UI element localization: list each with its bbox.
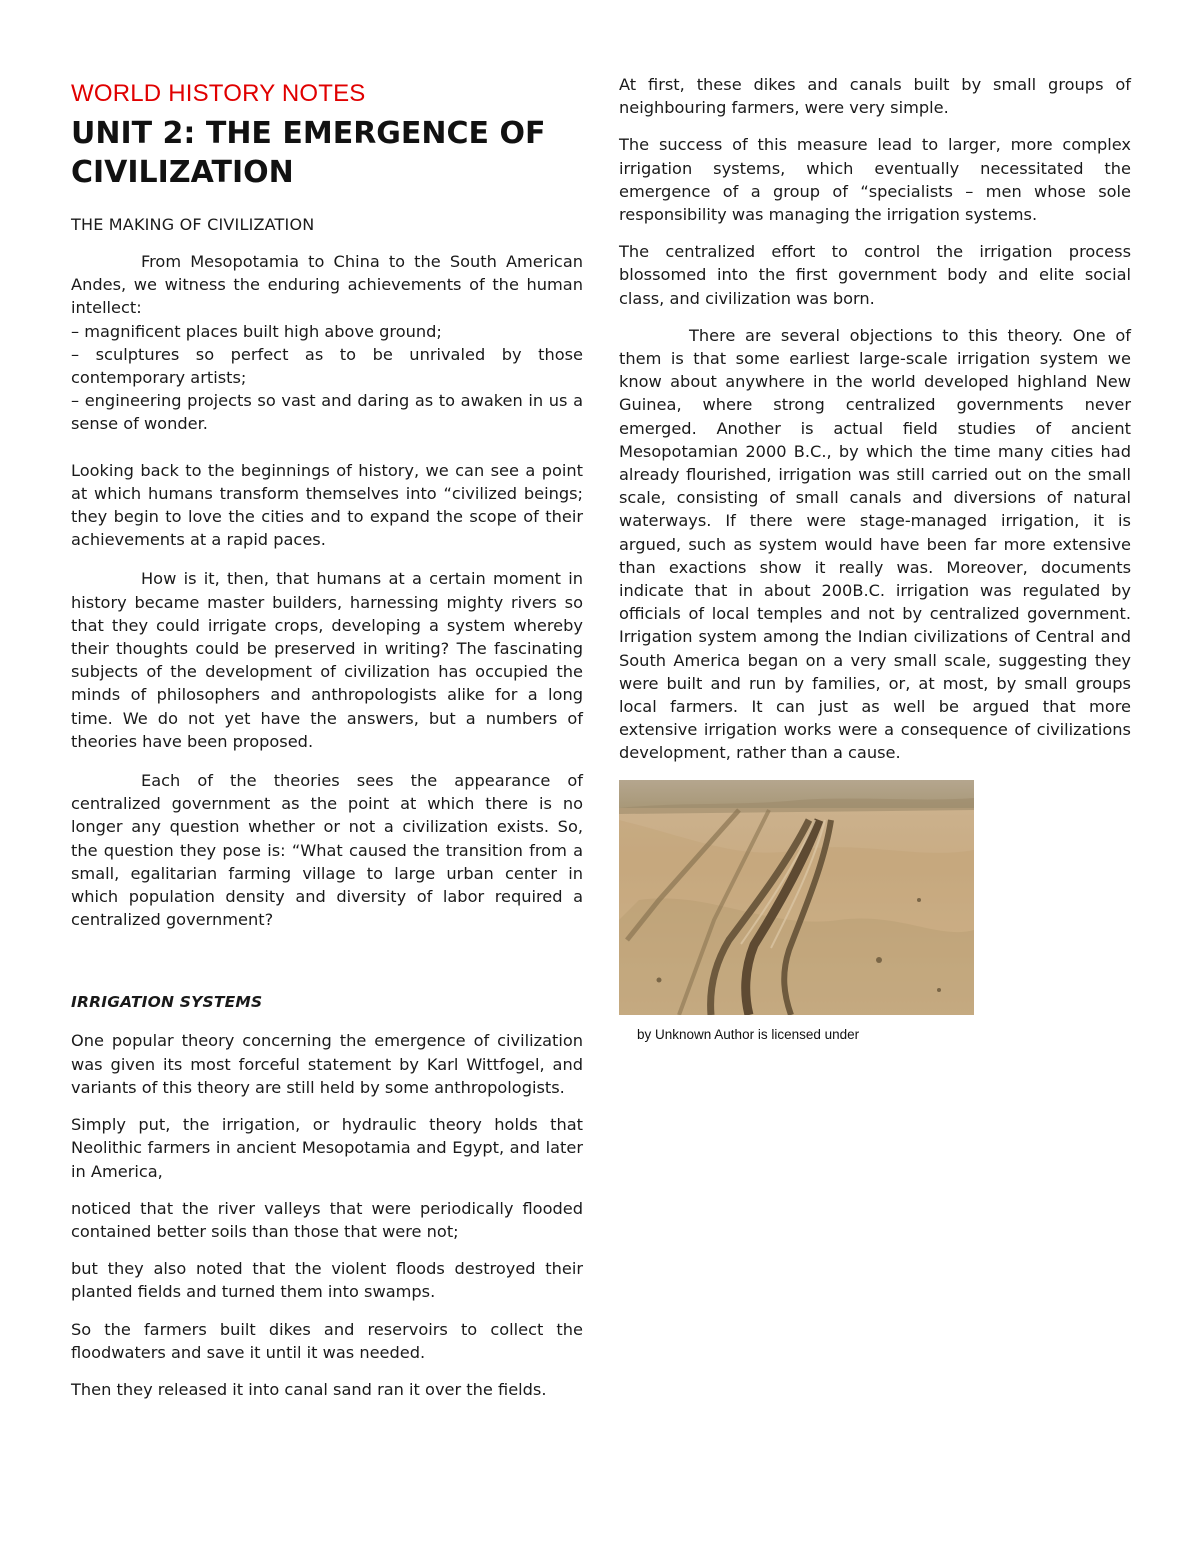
irrigation-canal-photo — [619, 780, 974, 1015]
left-column — [71, 80, 583, 1401]
paragraph: The centralized effort to control the irrigation process blossomed into the first government body and elite social class, and civilization was born. — [619, 242, 1131, 308]
unit-title: UNIT 2: THE EMERGENCE OF CIVILIZATION — [71, 116, 546, 190]
intro-paragraph: From Mesopotamia to China to the South American Andes, we witness the enduring achievements of the human intellect: — [71, 252, 583, 318]
paragraph: There are several objections to this theory. One of them is that some earliest large-scale irrigation system we know about anywhere in the world developed highland New Guinea, where strong centralized governments never emerged. Another is actual field studies of ancient Mesopotamian 2000 B.C., by which the time many cities had already flourished, irrigation was still carried out on the small scale, consisting of small canals and diversions of natural waterways. If there were stage-managed irrigation, it is argued, such as system would have been far more extensive than exactions show it really was. Moreover, documents indicate that in about 200B.C. irrigation was regulated by officials of local temples and not by centralized government. Irrigation system among the Indian civilizations of Central and South America began on a very small scale, suggesting they were built and run by families, or, at most, by small groups local farmers. It can just as well be argued that more extensive irrigation works were a consequence of civilizations development, rather than a cause. — [619, 325, 1131, 763]
paragraph: noticed that the river valleys that were periodically flooded contained better soils than those that were not; — [71, 1198, 583, 1241]
paragraph: Then they released it into canal sand ran it over the fields. — [71, 1379, 547, 1399]
image-caption: by Unknown Author is licensed under — [637, 1026, 860, 1042]
paragraph: At first, these dikes and canals built by small groups of neighbouring farmers, were very simple. — [619, 75, 1131, 118]
achievement-list — [71, 320, 583, 436]
paragraph: So the farmers built dikes and reservoirs to collect the floodwaters and save it until it was needed. — [71, 1319, 583, 1362]
paragraph: Each of the theories sees the appearance of centralized government as the point at which there is no longer any question whether or not a civilization exists. So, the question they pose is: “What caused the transition from a small, egalitarian farming village to large urban center in which population density and diversity of labor required a centralized government? — [71, 771, 583, 930]
list-item: – sculptures so perfect as to be unrivaled by those contemporary artists; — [71, 344, 583, 388]
paragraph: but they also noted that the violent floods destroyed their planted fields and turned them into swamps. — [71, 1259, 583, 1302]
list-item: – engineering projects so vast and daring as to awaken in us a sense of wonder. — [71, 391, 583, 434]
paragraph: The success of this measure lead to larger, more complex irrigation systems, which eventually necessitated the emergence of a group of “specialists – men whose sole responsibility was managing the irrigation systems. — [619, 135, 1131, 225]
section-heading-making: THE MAKING OF CIVILIZATION — [71, 215, 315, 234]
list-item: – magnificent places built high above ground; — [71, 321, 442, 341]
paragraph: Looking back to the beginnings of history, we can see a point at which humans transform themselves into “civilized beings; they begin to love the cities and to expand the scope of their achievements at a rapid paces. — [71, 460, 583, 550]
paragraph: How is it, then, that humans at a certain moment in history became master builders, harnessing mighty rivers so that they could irrigate crops, developing a system whereby their thoughts could be preserved in writing? The fascinating subjects of the development of civilization has occupied the minds of philosophers and anthropologists alike for a long time. We do not yet have the answers, but a numbers of theories have been proposed. — [71, 569, 583, 751]
right-column — [619, 73, 1131, 1042]
section-heading-irrigation: IRRIGATION SYSTEMS — [71, 993, 263, 1012]
notes-kicker: WORLD HISTORY NOTES — [71, 80, 366, 107]
paragraph: Simply put, the irrigation, or hydraulic theory holds that Neolithic farmers in ancient Mesopotamia and Egypt, and later in America, — [71, 1115, 583, 1181]
paragraph: One popular theory concerning the emergence of civilization was given its most forceful statement by Karl Wittfogel, and variants of this theory are still held by some anthropologists. — [71, 1031, 583, 1097]
